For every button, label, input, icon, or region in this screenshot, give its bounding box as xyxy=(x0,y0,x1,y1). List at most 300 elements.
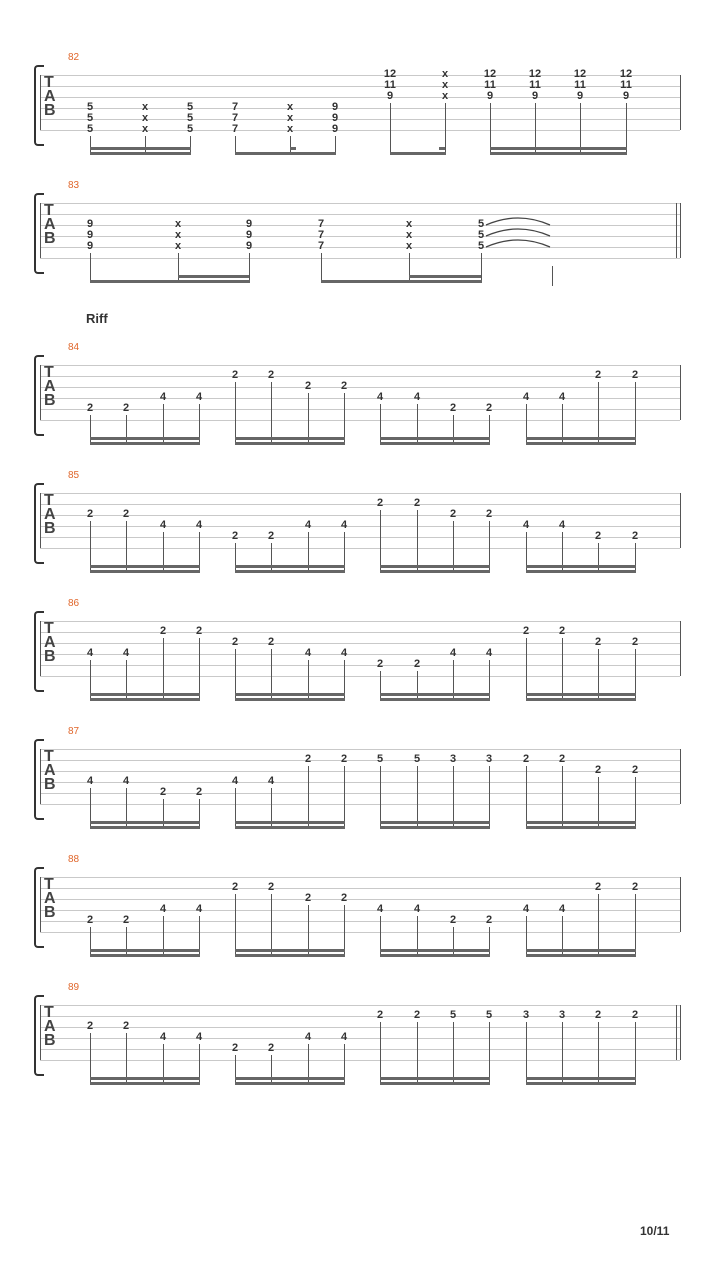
fret-number: 2 xyxy=(594,530,602,542)
fret-number: 4 xyxy=(340,1031,348,1043)
fret-number: 2 xyxy=(159,786,167,798)
fret-number: 9 xyxy=(86,240,94,252)
fret-number: 2 xyxy=(231,881,239,893)
fret-number: 7 xyxy=(317,240,325,252)
fret-number: 2 xyxy=(122,914,130,926)
note-stem xyxy=(344,905,345,954)
string-line xyxy=(40,793,680,794)
string-line xyxy=(40,888,680,889)
barline-end xyxy=(680,365,681,420)
beam xyxy=(526,1077,636,1080)
fret-number: 7 xyxy=(317,229,325,241)
note-stem xyxy=(308,766,309,826)
fret-number: 4 xyxy=(86,647,94,659)
fret-number: 4 xyxy=(376,391,384,403)
note-stem xyxy=(598,1022,599,1082)
fret-number: 2 xyxy=(558,753,566,765)
note-stem xyxy=(453,766,454,826)
fret-number: 2 xyxy=(413,497,421,509)
string-line xyxy=(40,387,680,388)
note-stem xyxy=(235,382,236,442)
beam xyxy=(526,442,636,445)
barline-start xyxy=(40,621,41,676)
string-line xyxy=(40,537,680,538)
beam xyxy=(526,570,636,573)
fret-number: 5 xyxy=(86,112,94,124)
tab-clef-b: B xyxy=(44,230,56,247)
note-stem xyxy=(490,103,491,152)
note-stem xyxy=(626,103,627,152)
fret-number: 11 xyxy=(574,79,586,91)
note-stem xyxy=(344,766,345,826)
fret-number: 11 xyxy=(529,79,541,91)
barline-end xyxy=(680,877,681,932)
barline-start xyxy=(40,877,41,932)
string-line xyxy=(40,130,680,131)
measure-number: 84 xyxy=(68,342,80,353)
beam xyxy=(321,280,482,283)
fret-number: 9 xyxy=(331,123,339,135)
fret-number: 4 xyxy=(413,903,421,915)
note-stem xyxy=(308,905,309,954)
note-stem xyxy=(235,649,236,698)
fret-number: 2 xyxy=(122,508,130,520)
measure-number: 88 xyxy=(68,854,80,865)
string-line xyxy=(40,493,680,494)
tie-arc xyxy=(486,240,550,247)
string-line xyxy=(40,247,680,248)
fret-number: 5 xyxy=(86,101,94,113)
tab-clef-a: A xyxy=(44,1018,56,1035)
beam xyxy=(235,1082,345,1085)
string-line xyxy=(40,676,680,677)
string-line xyxy=(40,921,680,922)
fret-number: 9 xyxy=(486,90,494,102)
string-line xyxy=(40,632,680,633)
note-stem xyxy=(417,1022,418,1082)
note-stem xyxy=(580,103,581,152)
system-brace xyxy=(34,739,44,820)
tab-clef-a: A xyxy=(44,890,56,907)
beam xyxy=(235,954,345,957)
beam xyxy=(490,152,627,155)
note-stem xyxy=(199,638,200,698)
fret-number: 3 xyxy=(449,753,457,765)
fret-number: 2 xyxy=(631,764,639,776)
string-line xyxy=(40,119,680,120)
string-line xyxy=(40,782,680,783)
beam xyxy=(90,152,191,155)
tab-clef-a: A xyxy=(44,88,56,105)
fret-number: 2 xyxy=(267,636,275,648)
fret-number: 9 xyxy=(86,229,94,241)
beam xyxy=(90,949,200,952)
fret-number: x xyxy=(286,112,294,124)
barline-end xyxy=(680,1005,681,1060)
string-line xyxy=(40,749,680,750)
fret-number: 2 xyxy=(594,764,602,776)
beam xyxy=(235,821,345,824)
tab-clef-t: T xyxy=(44,876,54,893)
fret-number: 2 xyxy=(267,530,275,542)
fret-number: 2 xyxy=(594,636,602,648)
note-stem xyxy=(235,136,236,152)
tab-clef-b: B xyxy=(44,520,56,537)
fret-number: 4 xyxy=(86,775,94,787)
barline-final xyxy=(676,1005,677,1060)
tab-clef-t: T xyxy=(44,748,54,765)
fret-number: 12 xyxy=(573,68,587,80)
string-line xyxy=(40,258,680,259)
beam xyxy=(526,954,636,957)
measure-number: 82 xyxy=(68,52,80,63)
beam xyxy=(380,949,490,952)
fret-number: 2 xyxy=(594,1009,602,1021)
fret-number: 5 xyxy=(86,123,94,135)
measure-number: 89 xyxy=(68,982,80,993)
note-stem xyxy=(90,253,91,280)
fret-number: 12 xyxy=(383,68,397,80)
beam xyxy=(235,693,345,696)
beam xyxy=(526,821,636,824)
fret-number: 4 xyxy=(159,391,167,403)
fret-number: 4 xyxy=(267,775,275,787)
fret-number: 2 xyxy=(594,881,602,893)
fret-number: 12 xyxy=(619,68,633,80)
fret-number: 7 xyxy=(317,218,325,230)
note-stem xyxy=(562,1022,563,1082)
string-line xyxy=(40,877,680,878)
fret-number: x xyxy=(441,68,449,80)
fret-number: 5 xyxy=(477,218,485,230)
fret-number: 2 xyxy=(267,369,275,381)
fret-number: x xyxy=(174,218,182,230)
fret-number: 2 xyxy=(231,530,239,542)
fret-number: 11 xyxy=(484,79,496,91)
barline-start xyxy=(40,203,41,258)
tab-clef-t: T xyxy=(44,1004,54,1021)
beam xyxy=(235,949,345,952)
fret-number: 2 xyxy=(413,1009,421,1021)
string-line xyxy=(40,1027,680,1028)
fret-number: x xyxy=(441,90,449,102)
beam xyxy=(380,821,490,824)
fret-number: 2 xyxy=(376,1009,384,1021)
beam xyxy=(380,693,490,696)
string-line xyxy=(40,665,680,666)
beam xyxy=(235,152,336,155)
note-stem xyxy=(635,777,636,826)
beam xyxy=(90,1082,200,1085)
fret-number: x xyxy=(141,101,149,113)
string-line xyxy=(40,97,680,98)
barline-final xyxy=(676,203,677,258)
measure-number: 83 xyxy=(68,180,80,191)
fret-number: 11 xyxy=(384,79,396,91)
system-brace xyxy=(34,867,44,948)
fret-number: 4 xyxy=(159,519,167,531)
tab-clef-t: T xyxy=(44,202,54,219)
fret-number: 2 xyxy=(485,914,493,926)
beam xyxy=(90,1077,200,1080)
beam xyxy=(409,275,481,278)
fret-number: 4 xyxy=(195,391,203,403)
fret-number: 3 xyxy=(558,1009,566,1021)
fret-number: 5 xyxy=(413,753,421,765)
note-stem xyxy=(598,649,599,698)
beam xyxy=(90,565,200,568)
string-line xyxy=(40,420,680,421)
fret-number: 4 xyxy=(522,391,530,403)
beam xyxy=(178,275,249,278)
string-line xyxy=(40,398,680,399)
fret-number: 9 xyxy=(622,90,630,102)
fret-number: 2 xyxy=(304,753,312,765)
fret-number: 5 xyxy=(449,1009,457,1021)
beam xyxy=(235,442,345,445)
fret-number: 2 xyxy=(340,753,348,765)
fret-number: 5 xyxy=(186,101,194,113)
beam xyxy=(90,280,250,283)
note-stem xyxy=(90,1033,91,1082)
tab-clef-b: B xyxy=(44,102,56,119)
beam xyxy=(90,954,200,957)
fret-number: 9 xyxy=(245,229,253,241)
beam xyxy=(90,693,200,696)
fret-number: 2 xyxy=(159,625,167,637)
fret-number: 2 xyxy=(449,508,457,520)
tab-clef-t: T xyxy=(44,74,54,91)
beam xyxy=(526,437,636,440)
note-stem xyxy=(344,393,345,442)
string-line xyxy=(40,504,680,505)
string-line xyxy=(40,1038,680,1039)
fret-number: x xyxy=(441,79,449,91)
string-line xyxy=(40,203,680,204)
fret-number: 4 xyxy=(122,775,130,787)
fret-number: 9 xyxy=(576,90,584,102)
tie-arc xyxy=(486,229,550,236)
note-stem xyxy=(249,253,250,280)
string-line xyxy=(40,409,680,410)
fret-number: 2 xyxy=(267,1042,275,1054)
beam xyxy=(380,954,490,957)
note-stem xyxy=(445,103,446,152)
fret-number: 4 xyxy=(558,391,566,403)
beam xyxy=(235,698,345,701)
fret-number: 3 xyxy=(485,753,493,765)
fret-number: 4 xyxy=(558,519,566,531)
fret-number: 2 xyxy=(485,402,493,414)
fret-number: 2 xyxy=(413,658,421,670)
string-line xyxy=(40,108,680,109)
tab-clef-t: T xyxy=(44,492,54,509)
fret-number: 2 xyxy=(340,892,348,904)
tab-clef-b: B xyxy=(44,1032,56,1049)
system-brace xyxy=(34,355,44,436)
fret-number: x xyxy=(174,240,182,252)
fret-number: x xyxy=(405,218,413,230)
fret-number: 4 xyxy=(340,519,348,531)
note-stem xyxy=(417,766,418,826)
note-stem xyxy=(321,253,322,280)
note-stem xyxy=(535,103,536,152)
string-line xyxy=(40,1060,680,1061)
fret-number: 2 xyxy=(376,658,384,670)
note-stem xyxy=(271,894,272,954)
fret-number: 4 xyxy=(159,1031,167,1043)
fret-number: 7 xyxy=(231,123,239,135)
fret-number: 4 xyxy=(231,775,239,787)
string-line xyxy=(40,376,680,377)
string-line xyxy=(40,804,680,805)
fret-number: x xyxy=(286,101,294,113)
fret-number: 4 xyxy=(195,1031,203,1043)
note-stem xyxy=(526,766,527,826)
system-brace xyxy=(34,611,44,692)
fret-number: 2 xyxy=(522,753,530,765)
fret-number: 2 xyxy=(449,402,457,414)
fret-number: 9 xyxy=(86,218,94,230)
fret-number: 2 xyxy=(449,914,457,926)
beam xyxy=(380,698,490,701)
string-line xyxy=(40,932,680,933)
fret-number: 9 xyxy=(386,90,394,102)
note-stem xyxy=(598,382,599,442)
beam xyxy=(235,826,345,829)
fret-number: 4 xyxy=(340,647,348,659)
tab-clef-a: A xyxy=(44,378,56,395)
fret-number: 2 xyxy=(340,380,348,392)
beam xyxy=(526,949,636,952)
note-stem xyxy=(335,136,336,152)
measure-number: 87 xyxy=(68,726,80,737)
tie-arcs xyxy=(486,211,566,261)
note-stem xyxy=(552,266,553,286)
tab-clef-b: B xyxy=(44,776,56,793)
beam xyxy=(380,1077,490,1080)
fret-number: 2 xyxy=(304,892,312,904)
beam xyxy=(380,437,490,440)
note-stem xyxy=(417,510,418,570)
fret-number: 9 xyxy=(245,240,253,252)
note-stem xyxy=(308,393,309,442)
beam xyxy=(235,570,345,573)
note-stem xyxy=(526,638,527,698)
fret-number: 2 xyxy=(594,369,602,381)
tab-clef-a: A xyxy=(44,634,56,651)
note-stem xyxy=(489,766,490,826)
note-stem xyxy=(635,382,636,442)
beam xyxy=(90,442,200,445)
measure-number: 86 xyxy=(68,598,80,609)
fret-number: x xyxy=(286,123,294,135)
note-stem xyxy=(271,649,272,698)
string-line xyxy=(40,771,680,772)
string-line xyxy=(40,214,680,215)
tab-clef-b: B xyxy=(44,648,56,665)
fret-number: 4 xyxy=(304,647,312,659)
string-line xyxy=(40,621,680,622)
beam xyxy=(235,1077,345,1080)
fret-number: 4 xyxy=(195,903,203,915)
fret-number: 9 xyxy=(531,90,539,102)
note-stem xyxy=(489,1022,490,1082)
note-stem xyxy=(481,253,482,280)
fret-number: 4 xyxy=(522,519,530,531)
fret-number: 5 xyxy=(186,112,194,124)
note-stem xyxy=(271,382,272,442)
note-stem xyxy=(390,103,391,152)
fret-number: x xyxy=(141,123,149,135)
fret-number: 2 xyxy=(231,636,239,648)
fret-number: 2 xyxy=(631,369,639,381)
beam xyxy=(380,826,490,829)
string-line xyxy=(40,643,680,644)
fret-number: 4 xyxy=(195,519,203,531)
note-stem xyxy=(598,777,599,826)
fret-number: 2 xyxy=(86,914,94,926)
string-line xyxy=(40,225,680,226)
fret-number: 2 xyxy=(631,530,639,542)
string-line xyxy=(40,910,680,911)
fret-number: x xyxy=(405,229,413,241)
beam xyxy=(90,437,200,440)
string-line xyxy=(40,365,680,366)
barline-start xyxy=(40,493,41,548)
string-line xyxy=(40,526,680,527)
fret-number: x xyxy=(405,240,413,252)
system-brace xyxy=(34,483,44,564)
fret-number: 12 xyxy=(483,68,497,80)
fret-number: 2 xyxy=(195,786,203,798)
beam xyxy=(526,565,636,568)
fret-number: 5 xyxy=(477,240,485,252)
beam xyxy=(235,565,345,568)
note-stem xyxy=(453,521,454,570)
barline-start xyxy=(40,1005,41,1060)
note-stem xyxy=(635,894,636,954)
note-stem xyxy=(163,638,164,698)
beam xyxy=(90,821,200,824)
fret-number: 7 xyxy=(231,112,239,124)
string-line xyxy=(40,760,680,761)
fret-number: 5 xyxy=(477,229,485,241)
fret-number: 2 xyxy=(631,881,639,893)
note-stem xyxy=(235,894,236,954)
note-stem xyxy=(380,766,381,826)
string-line xyxy=(40,515,680,516)
fret-number: 4 xyxy=(522,903,530,915)
note-stem xyxy=(635,1022,636,1082)
fret-number: 5 xyxy=(376,753,384,765)
fret-number: 2 xyxy=(195,625,203,637)
beam xyxy=(526,693,636,696)
fret-number: 4 xyxy=(122,647,130,659)
fret-number: 2 xyxy=(522,625,530,637)
string-line xyxy=(40,548,680,549)
fret-number: 2 xyxy=(267,881,275,893)
fret-number: 2 xyxy=(376,497,384,509)
barline-end xyxy=(680,749,681,804)
barline-end xyxy=(680,203,681,258)
fret-number: 9 xyxy=(331,112,339,124)
tie-arc xyxy=(486,218,550,225)
beam xyxy=(390,152,446,155)
measure-number: 85 xyxy=(68,470,80,481)
beam xyxy=(490,147,627,150)
beam xyxy=(90,147,191,150)
